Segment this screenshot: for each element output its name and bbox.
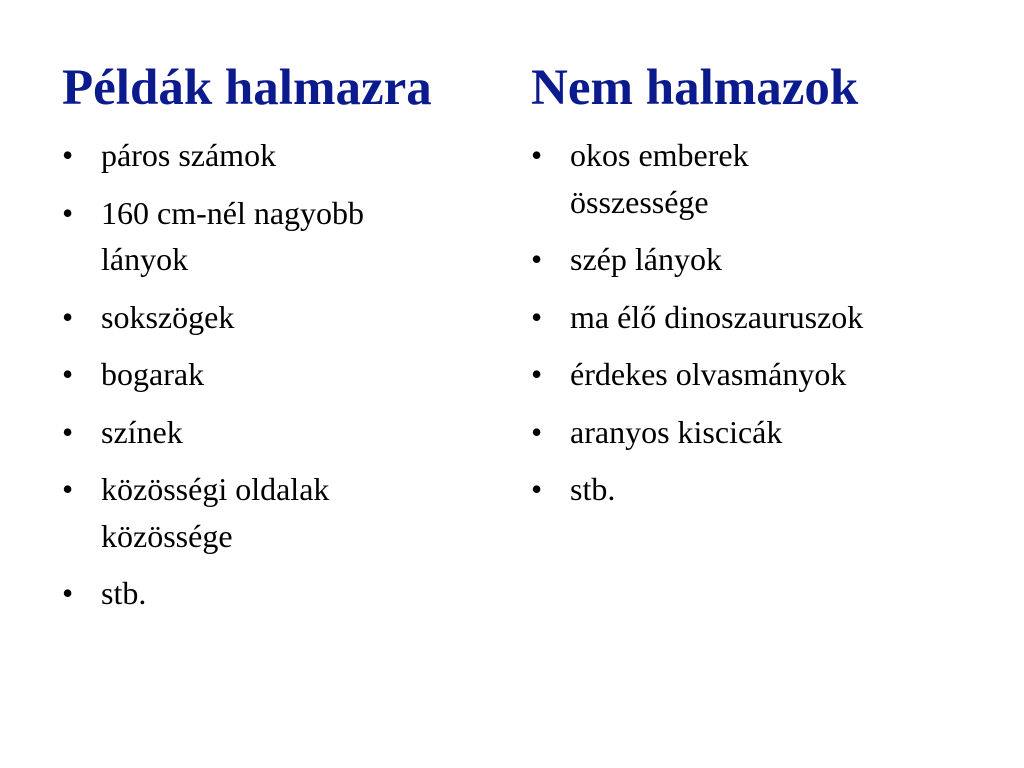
bullet-item bbox=[62, 409, 364, 456]
bullet-icon: • bbox=[62, 137, 74, 173]
bullet-item bbox=[62, 294, 364, 341]
bullet-text: stb. bbox=[570, 471, 616, 507]
bullet-icon: • bbox=[62, 356, 74, 392]
bullet-item bbox=[531, 294, 863, 341]
bullet-icon: • bbox=[531, 356, 543, 392]
bullet-text: érdekes olvasmányok bbox=[570, 356, 847, 392]
bullet-icon: • bbox=[62, 575, 74, 611]
bullet-icon: • bbox=[531, 471, 543, 507]
bullet-item bbox=[531, 351, 863, 398]
bullet-item bbox=[531, 132, 863, 225]
column-title-non-examples: Nem halmazok bbox=[531, 60, 859, 116]
bullet-text: stb. bbox=[101, 575, 147, 611]
bullet-icon: • bbox=[531, 298, 543, 335]
bullet-item bbox=[531, 236, 863, 283]
bullet-icon: • bbox=[531, 241, 543, 277]
bullet-icon: • bbox=[531, 413, 543, 450]
bullet-item bbox=[531, 409, 863, 456]
bullet-item bbox=[62, 570, 364, 617]
bullet-text: 160 cm-nél nagyobb lányok bbox=[101, 194, 365, 277]
bullet-text: ma élő dinoszauruszok bbox=[570, 298, 864, 335]
bullet-text: okos emberek összessége bbox=[570, 137, 749, 220]
bullet-text: bogarak bbox=[101, 356, 205, 392]
bullet-text: aranyos kiscicák bbox=[570, 413, 783, 450]
bullet-list-examples bbox=[62, 132, 364, 617]
bullet-text: sokszögek bbox=[101, 298, 235, 335]
bullet-icon: • bbox=[62, 413, 74, 450]
bullet-text: közösségi oldalak közössége bbox=[101, 471, 330, 554]
bullet-icon: • bbox=[531, 137, 543, 173]
bullet-item bbox=[531, 466, 863, 513]
bullet-text: páros számok bbox=[101, 137, 277, 173]
bullet-text: szép lányok bbox=[570, 241, 722, 277]
bullet-text: színek bbox=[101, 413, 183, 450]
bullet-item bbox=[62, 190, 364, 283]
column-title-examples: Példák halmazra bbox=[62, 60, 432, 116]
bullet-item bbox=[62, 351, 364, 398]
bullet-item bbox=[62, 466, 364, 559]
bullet-list-non-examples bbox=[531, 132, 863, 513]
bullet-icon: • bbox=[62, 194, 74, 231]
bullet-item bbox=[62, 132, 364, 179]
bullet-icon: • bbox=[62, 471, 74, 507]
bullet-icon: • bbox=[62, 298, 74, 335]
